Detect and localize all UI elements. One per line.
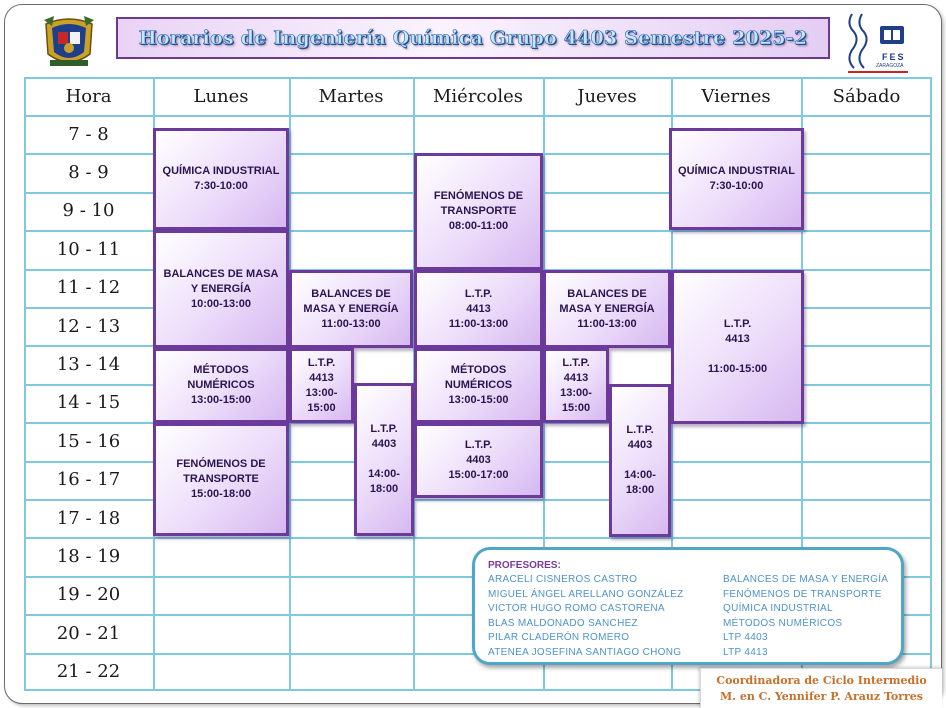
- class-block-line: L.T.P.: [370, 423, 398, 435]
- class-block-line: 4413: [309, 371, 334, 384]
- class-block-line: MÉTODOS: [450, 364, 507, 376]
- grid-horizontal-line: [24, 537, 932, 539]
- class-block-line: 15:00-17:00: [448, 469, 509, 481]
- class-block-line: MÉTODOS: [193, 364, 249, 376]
- class-block-line: L.T.P.: [723, 318, 752, 330]
- class-block-line: 15:00: [307, 401, 336, 414]
- coordinator-box: [700, 668, 942, 708]
- day-header-1: Martes: [318, 85, 384, 107]
- class-block-line: L.T.P.: [626, 424, 654, 436]
- professor-name: ARACELI CISNEROS CASTRO: [488, 574, 638, 585]
- class-block-line: 4413: [563, 371, 589, 384]
- class-block: [414, 153, 543, 270]
- class-block-line: 14:00-: [368, 468, 400, 480]
- class-block-line: 18:00: [369, 483, 399, 495]
- hour-label: 7 - 8: [68, 123, 109, 145]
- hour-label: 18 - 19: [56, 545, 121, 567]
- class-block-line: 14:00-: [624, 469, 656, 481]
- class-block: [414, 423, 543, 498]
- day-header-0: Lunes: [193, 85, 249, 107]
- class-block-line: FENÓMENOS DE: [176, 458, 266, 470]
- class-block-line: 4403: [466, 454, 491, 466]
- hour-label: 9 - 10: [62, 200, 115, 222]
- class-block-line: 13:00-: [305, 386, 338, 399]
- professors-title: PROFESORES:: [488, 560, 561, 571]
- professor-subject: LTP 4403: [723, 632, 768, 643]
- class-block-line: L.T.P.: [464, 287, 493, 300]
- class-block-line: TRANSPORTE: [183, 473, 259, 485]
- class-block: [414, 270, 543, 348]
- class-block: [289, 348, 354, 423]
- class-block-line: FENÓMENOS DE: [433, 190, 524, 202]
- professor-subject: LTP 4413: [723, 646, 768, 658]
- professors-panel: [472, 547, 904, 665]
- class-block: [414, 348, 543, 423]
- class-block-line: NUMÉRICOS: [444, 379, 513, 391]
- grid-horizontal-line: [24, 115, 932, 117]
- class-block-line: 4413: [725, 333, 750, 345]
- class-block-line: MASA Y ENERGÍA: [303, 302, 399, 315]
- class-block: [354, 383, 414, 536]
- class-block-line: 7:30-10:00: [709, 180, 764, 192]
- day-header-4: Viernes: [701, 85, 771, 107]
- class-block-line: BALANCES DE MASA: [163, 267, 279, 280]
- class-block-line: 13:00-: [560, 386, 592, 399]
- hour-label: 19 - 20: [56, 584, 121, 606]
- class-block-line: 15:00: [561, 401, 591, 414]
- class-block-line: L.T.P.: [464, 439, 493, 451]
- class-block: [153, 128, 289, 230]
- class-block-line: L.T.P.: [562, 356, 590, 369]
- class-block-line: 4403: [627, 439, 653, 451]
- day-header-2: Miércoles: [432, 85, 523, 107]
- class-block-line: NUMÉRICOS: [187, 379, 255, 391]
- hour-label: 16 - 17: [56, 469, 121, 491]
- class-block-line: TRANSPORTE: [440, 205, 517, 217]
- class-block: [153, 230, 289, 348]
- professor-subject: FENÓMENOS DE TRANSPORTE: [723, 588, 882, 600]
- class-block: [543, 348, 609, 423]
- title-banner: [116, 17, 830, 59]
- professor-name: PILAR CLADERÓN ROMERO: [488, 632, 630, 643]
- class-block: [153, 423, 289, 536]
- hour-label: 8 - 9: [68, 161, 109, 183]
- unam-crest-icon: [40, 14, 98, 70]
- hour-label: 14 - 15: [56, 392, 121, 414]
- coordinator-line-1: Coordinadora de Ciclo Intermedio: [716, 673, 927, 687]
- class-block-line: BALANCES DE: [567, 287, 647, 300]
- professor-name: VICTOR HUGO ROMO CASTORENA: [488, 603, 665, 614]
- hour-label: 15 - 16: [56, 430, 121, 452]
- class-block-line: 7:30-10:00: [194, 180, 248, 192]
- hour-label: 11 - 12: [56, 277, 121, 299]
- class-block: [669, 128, 804, 230]
- hour-label: 20 - 21: [56, 622, 121, 644]
- class-block-line: 11:00-15:00: [707, 363, 768, 375]
- professor-subject: MÉTODOS NUMÉRICOS: [723, 617, 843, 629]
- hour-label: 10 - 11: [56, 238, 121, 260]
- class-block: [609, 384, 671, 537]
- class-block-line: 08:00-11:00: [448, 220, 509, 232]
- class-block-line: Y ENERGÍA: [190, 282, 252, 295]
- hour-column-header: Hora: [65, 85, 112, 107]
- class-block: [671, 270, 804, 424]
- class-block-line: BALANCES DE: [311, 287, 391, 300]
- fes-logo-text: FES: [882, 52, 906, 62]
- page-title: Horarios de Ingeniería Química Grupo 4403 Semestre 2025-2: [138, 27, 808, 49]
- class-block-line: QUÍMICA INDUSTRIAL: [678, 165, 795, 177]
- class-block-line: 11:00-13:00: [577, 317, 637, 330]
- professor-name: MIGUEL ÁNGEL ARELLANO GONZÁLEZ: [488, 588, 684, 600]
- professor-subject: BALANCES DE MASA Y ENERGÍA: [723, 574, 889, 585]
- class-block-line: 11:00-13:00: [448, 317, 509, 330]
- hour-label: 13 - 14: [56, 353, 121, 375]
- hour-label: 21 - 22: [56, 661, 121, 683]
- professor-name: BLAS MALDONADO SANCHEZ: [488, 617, 638, 629]
- hour-label: 12 - 13: [56, 315, 121, 337]
- class-block-line: L.T.P.: [307, 356, 336, 369]
- class-block-line: 11:00-13:00: [321, 317, 381, 330]
- coordinator-line-2: M. en C. Yennifer P. Arauz Torres: [720, 689, 923, 703]
- hour-label: 17 - 18: [56, 507, 121, 529]
- class-block: [543, 270, 671, 348]
- class-block-line: 13:00-15:00: [448, 394, 509, 406]
- class-block-line: 13:00-15:00: [191, 394, 251, 406]
- class-block: [153, 348, 289, 423]
- class-block-line: 18:00: [625, 484, 655, 496]
- professor-subject: QUÍMICA INDUSTRIAL: [723, 603, 833, 614]
- professor-name: ATENEA JOSEFINA SANTIAGO CHONG: [488, 646, 682, 658]
- day-header-5: Sábado: [832, 85, 901, 107]
- class-block-line: MASA Y ENERGÍA: [559, 302, 655, 315]
- class-block-line: 10:00-13:00: [191, 297, 251, 310]
- fes-logo-subtext: ZARAGOZA: [876, 63, 904, 69]
- day-header-3: Jueves: [577, 85, 637, 107]
- class-block-line: 4413: [466, 302, 491, 315]
- class-block-line: 4403: [371, 438, 397, 450]
- class-block-line: QUÍMICA INDUSTRIAL: [162, 165, 280, 177]
- class-block-line: 15:00-18:00: [191, 488, 251, 500]
- class-block: [289, 270, 413, 348]
